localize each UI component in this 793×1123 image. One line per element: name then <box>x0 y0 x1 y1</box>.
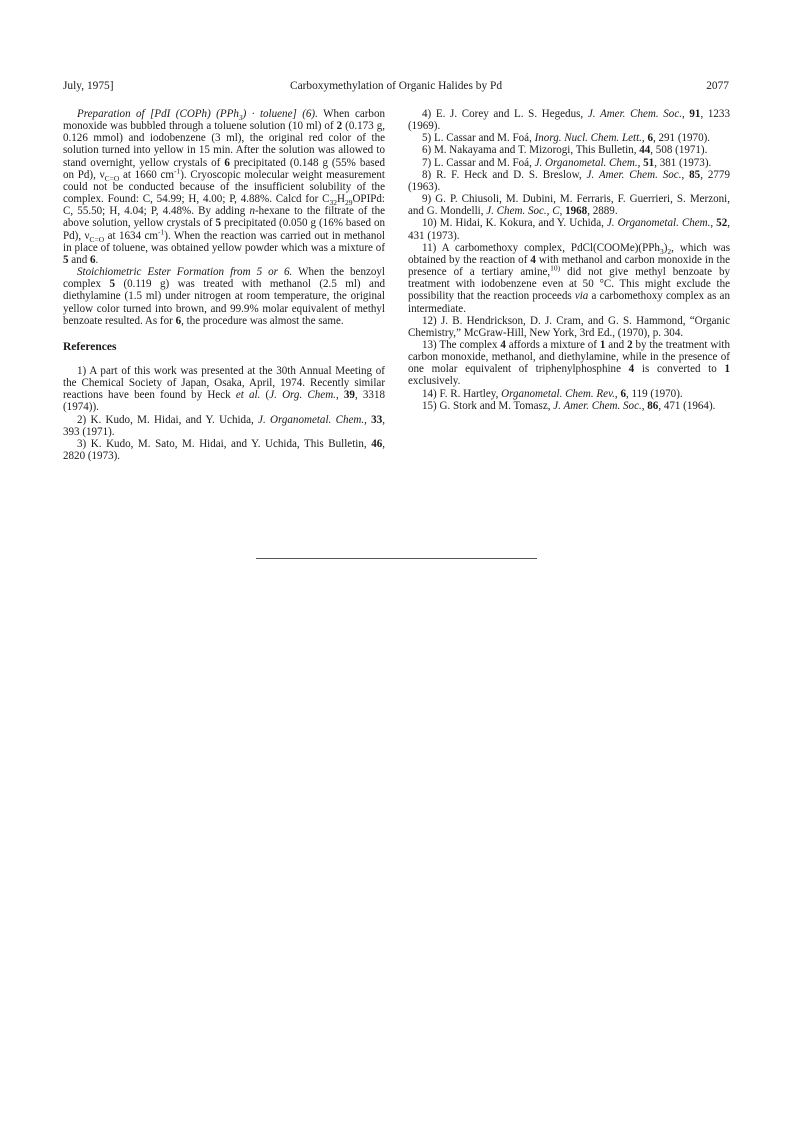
reference-7: 7) L. Cassar and M. Foá, J. Organometal. Chem., 51, 381 (1973). <box>422 156 712 169</box>
reference-1: 1) A part of this work was presented at the 30th Annual Meeting of the Chemical Society of Japan, Osaka, April, 1974. Recently similar reactions have been found by Heck et al. (J. Org. Chem., 39, 3318 (1974)). <box>63 364 385 414</box>
right-column <box>408 108 730 412</box>
reference-4: 4) E. J. Corey and L. S. Hegedus, J. Amer. Chem. Soc., 91, 1233 (1969). <box>408 108 730 133</box>
reference-6: 6) M. Nakayama and T. Mizorogi, This Bulletin, 44, 508 (1971). <box>422 144 708 157</box>
page-number: 2077 <box>706 80 729 92</box>
reference-9: 9) G. P. Chiusoli, M. Dubini, M. Ferraris, F. Guerrieri, S. Merzoni, and G. Mondelli, J. Chem. Soc., C, 1968, 2889. <box>408 193 730 218</box>
reference-2: 2) K. Kudo, M. Hidai, and Y. Uchida, J. Organometal. Chem., 33, 393 (1971). <box>63 413 385 438</box>
stoichiometric-ester-paragraph: Stoichiometric Ester Formation from 5 or 6. When the benzoyl complex 5 (0.119 g) was treated with methanol (2.5 ml) and diethylamine (1.5 ml) under nitrogen at room temperature, the original yellow color turned into brown, and 99.9% molar equivalent of methyl benzoate resulted. As for 6, the procedure was almost the same. <box>63 266 385 327</box>
reference-8: 8) R. F. Heck and D. S. Breslow, J. Amer. Chem. Soc., 85, 2779 (1963). <box>408 168 730 193</box>
running-header <box>63 80 729 96</box>
stoichiometric-title: Stoichiometric Ester Formation from 5 or 6. <box>77 266 293 279</box>
reference-5: 5) L. Cassar and M. Foá, Inorg. Nucl. Chem. Lett., 6, 291 (1970). <box>422 132 711 145</box>
reference-12: 12) J. B. Hendrickson, D. J. Cram, and G. S. Hammond, “Organic Chemistry,” McGraw-Hill, New York, 3rd Ed., (1970), p. 304. <box>408 314 730 339</box>
preparation-6-paragraph: Preparation of [PdI (COPh) (PPh$_3$) · toluene] (6). When carbon monoxide was bubbled through a toluene solution (10 ml) of 2 (0.173 g, 0.126 mmol) and iodobenzene (3 ml), the original red color of the solution turned into yellow in 15 min. After the solution was allowed to stand overnight, yellow crystals of 6 precipitated (0.148 g (55% based on Pd), $\nu_{C=O}$ at 1660 $cm^{-1}$). Cryoscopic molecular weight measurement could not be conducted because of the insufficient solubility of the complex. Found: C, 54.99; H, 4.00; P, 4.88%. Calcd for $C_{32}H_{29}OPIPd$: C, 55.50; H, 4.04; P, 4.48%. By adding n-hexane to the filtrate of the above solution, yellow crystals of 5 precipitated (0.050 g (16% based on Pd), $\nu_{C=O}$ at 1634 $cm^{-1}$). When the reaction was carried out in methanol in place of toluene, was obtained yellow powder which was a mixture of 5 and 6. <box>63 108 385 266</box>
reference-14: 14) F. R. Hartley, Organometal. Chem. Rev., 6, 119 (1970). <box>422 387 683 400</box>
reference-15: 15) G. Stork and M. Tomasz, J. Amer. Chem. Soc., 86, 471 (1964). <box>422 399 716 412</box>
reference-11: 11) A carbomethoxy complex, $PdCl(COOMe)(PPh_3)_2$, which was obtained by the reaction of 4 with methanol and carbon monoxide in the presence of a tertiary amine,$^{10)}$ did not give methyl benzoate by treatment with iodobenzene even at 50 °C. This might exclude the possibility that the reaction proceeds via a carbomethoxy complex as an intermediate. <box>408 241 730 315</box>
reference-3: 3) K. Kudo, M. Sato, M. Hidai, and Y. Uchida, This Bulletin, 46, 2820 (1973). <box>63 437 385 463</box>
references-heading: References <box>63 340 117 353</box>
left-column <box>63 108 385 462</box>
reference-10: 10) M. Hidai, K. Kokura, and Y. Uchida, J. Organometal. Chem., 52, 431 (1973). <box>408 217 730 242</box>
preparation-6-title: Preparation of [PdI (COPh) (PPh$_3$) · toluene] (6). <box>77 108 318 123</box>
header-date: July, 1975] <box>63 80 114 92</box>
reference-13: 13) The complex 4 affords a mixture of 1 and 2 by the treatment with carbon monoxide, methanol, and diethylamine, while in the presence of one molar equivalent of triphenylphosphine 4 is converted to 1 exclusively. <box>408 338 731 388</box>
end-rule <box>256 558 537 559</box>
header-title: Carboxymethylation of Organic Halides by Pd <box>289 80 503 92</box>
